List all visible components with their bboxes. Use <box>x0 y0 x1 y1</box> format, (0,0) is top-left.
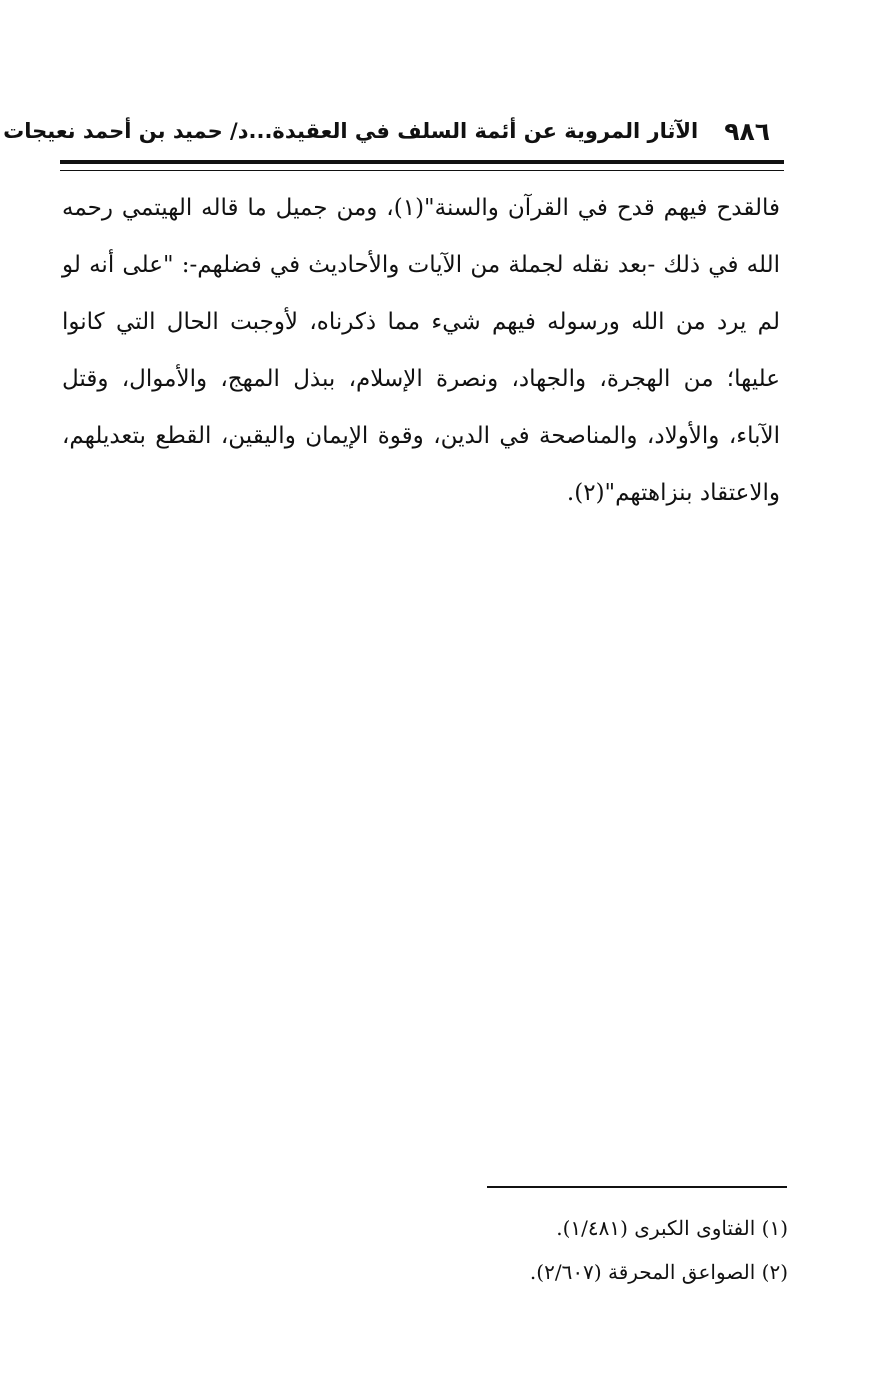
footnote-2: (٢) الصواعق المحرقة (٢/٦٠٧). <box>529 1260 788 1284</box>
running-title: الآثار المروية عن أئمة السلف في العقيدة...د/ حميد بن أحمد نعيجات <box>3 119 699 143</box>
body-paragraph: فالقدح فيهم قدح في القرآن والسنة"(١)، ومن جميل ما قاله الهيتمي رحمه الله في ذلك -بعد نقله لجملة من الآيات والأحاديث في فضلهم-: "على أنه لو لم يرد من الله ورسوله فيهم شيء مما ذكرناه، لأوجبت الحال التي كانوا عليها؛ من الهجرة، والجهاد، ونصرة الإسلام، ببذل المهج، والأموال، وقتل الآباء، والأولاد، والمناصحة في الدين، وقوة الإيمان واليقين، القطع بتعديلهم، والاعتقاد بنزاهتهم"(٢). <box>62 195 780 506</box>
footnote-1: (١) الفتاوى الكبرى (١/٤٨١). <box>556 1216 788 1240</box>
page-header <box>3 110 770 152</box>
page-number: ٩٨٦ <box>724 116 770 146</box>
footnote-separator <box>487 1186 787 1188</box>
header-rule-thick <box>60 160 784 164</box>
footnotes <box>400 1206 788 1294</box>
header-rule-thin <box>60 170 784 171</box>
